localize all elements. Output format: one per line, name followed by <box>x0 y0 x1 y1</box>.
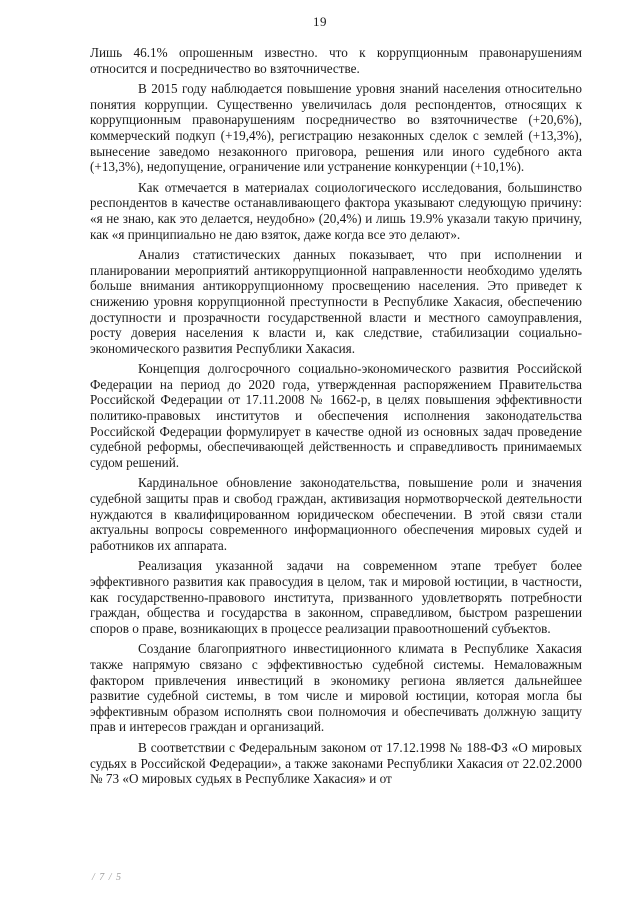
paragraph-6: Кардинальное обновление законодательства, повышение роли и значения судебной защиты прав и свобод граждан, активизация нормотворческой деятельности нуждаются в квалифицированном юридическом обеспечении. В этой связи стали актуальны вопросы современного информационного обеспечения мировых судей и работников их аппарата. <box>90 475 582 553</box>
paragraph-3: Как отмечается в материалах социологического исследования, большинство респондентов в качестве останавливающего фактора указывают следующую причину: «я не знаю, как это делается, неудобно» (20,4%) и лишь 19.9% указали такую причину, как «я принципиально не даю взяток, даже когда все это делают». <box>90 179 582 242</box>
paragraph-8: Создание благоприятного инвестиционного климата в Республике Хакасия также напрямую связано с эффективностью судебной системы. Немаловажным фактором привлечения инвестиций в экономику региона является дальнейшее развитие судебной системы, в том числе и мировой юстиции, которая могла бы эффективным образом исполнять свои полномочия и обеспечивать должную защиту прав и интересов граждан и организаций. <box>90 641 582 735</box>
paragraph-5: Концепция долгосрочного социально-экономического развития Российской Федерации на период до 2020 года, утвержденная распоряжением Правительства Российской Федерации от 17.11.2008 № 1662-р, в целях повышения эффективности политико-правовых институтов и обеспечения исполнения законодательства Российской Федерации формулирует в качестве одной из основных задач проведение судебной реформы, обеспечивающей действенность и справедливость принимаемых судом решений. <box>90 361 582 470</box>
paragraph-9: В соответствии с Федеральным законом от 17.12.1998 № 188-ФЗ «О мировых судьях в Российской Федерации», а также законами Республики Хакасия от 22.02.2000 № 73 «О мировых судьях в Республике Хакасия» и от <box>90 739 582 787</box>
footer-mark: / 7 / 5 <box>92 872 123 883</box>
paragraph-2: В 2015 году наблюдается повышение уровня знаний населения относительно понятия коррупции. Существенно увеличилась доля респондентов, относящих к коррупционным правонарушениям посредничество во взяточничестве (+20,6%), коммерческий подкуп (+19,4%), регистрацию незаконных сделок с землей (+13,3%), вынесение заведомо незаконного приговора, решения или иного судебного акта (+13,3%), недопущение, ограничение или устранение конкуренции (+10,1%). <box>90 81 582 175</box>
paragraph-1: Лишь 46.1% опрошенным известно. что к коррупционным правонарушениям относится и посредничество во взяточничестве. <box>90 45 582 76</box>
body-text <box>90 45 582 792</box>
paragraph-4: Анализ статистических данных показывает, что при исполнении и планировании мероприятий антикоррупционной направленности необходимо уделять больше внимания антикоррупционному просвещению населения. Это приведет к снижению уровня коррупционной преступности в Республике Хакасия, обеспечению доступности и прозрачности государственной власти и местного самоуправления, росту доверия населения к власти и, как следствие, стабилизации социально-экономического развития Республики Хакасия. <box>90 247 582 356</box>
paragraph-7: Реализация указанной задачи на современном этапе требует более эффективного развития как правосудия в целом, так и мировой юстиции, в частности, как государственно-правового института, призванного удовлетворять потребности граждан, общества и государства в законном, справедливом, быстром разрешении споров о праве, возникающих в процессе реализации правоотношений субъектов. <box>90 558 582 636</box>
page-number: 19 <box>313 14 327 29</box>
